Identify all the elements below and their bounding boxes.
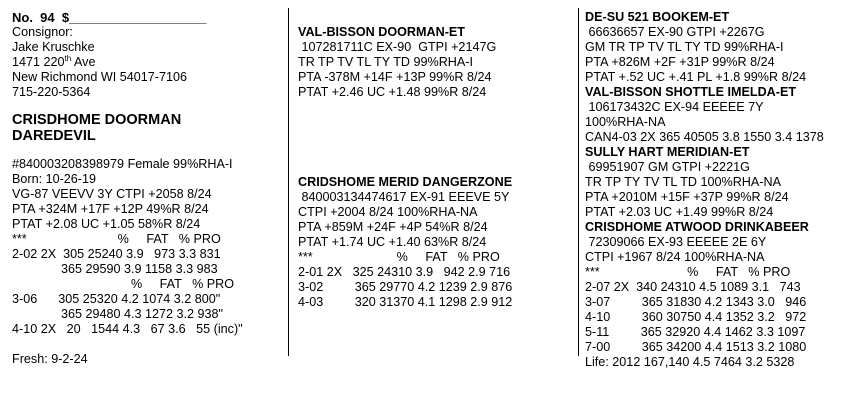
paternal-granddam-name: VAL-BISSON SHOTTLE IMELDA-ET [585, 85, 797, 99]
paternal-granddam-record: CAN4-03 2X 365 40505 3.8 1550 3.4 1378 [585, 130, 824, 144]
consignor-street [12, 55, 282, 70]
grandparents-column [585, 10, 857, 370]
record-row: 365 29480 4.3 1272 3.2 938" [12, 307, 224, 321]
record-row: 7-00 365 34200 4.4 1513 3.2 1080 [585, 340, 807, 354]
paternal-grandsire-pta: PTA +826M +2F +31P 99%R 8/24 [585, 55, 775, 69]
pta-line: PTA +324M +17F +12P 49%R 8/24 [12, 202, 209, 216]
lifetime-record: Life: 2012 167,140 4.5 7464 3.2 5328 [585, 355, 795, 369]
record-row: 4-03 320 31370 4.1 1298 2.9 912 [298, 295, 513, 309]
record-row: 4-10 2X 20 1544 4.3 67 3.6 55 (inc)" [12, 322, 243, 336]
dam-ptat: PTAT +1.74 UC +1.40 63%R 8/24 [298, 235, 487, 249]
fresh-date: Fresh: 9-2-24 [12, 352, 88, 366]
maternal-grandsire-ptat: PTAT +2.03 UC +1.49 99%R 8/24 [585, 205, 774, 219]
record-row: 2-07 2X 340 24310 4.5 1089 3.1 743 [585, 280, 801, 294]
records-header: *** % FAT % PRO [585, 265, 791, 279]
dam-id: 840003134474617 EX-91 EEEVE 5Y [298, 190, 510, 204]
maternal-grandsire-name: SULLY HART MERIDIAN-ET [585, 145, 750, 159]
consignor-label: Consignor: [12, 25, 73, 39]
dam-ctpi: CTPI +2004 8/24 100%RHA-NA [298, 205, 478, 219]
records-header: % FAT % PRO [12, 277, 235, 291]
maternal-grandsire-id: 69951907 GM GTPI +2221G [585, 160, 750, 174]
street-number: 1471 220 [12, 55, 65, 69]
lot-number-line: No. 94 $___________________ [12, 10, 207, 25]
maternal-granddam-id: 72309066 EX-93 EEEEE 2E 6Y [585, 235, 767, 249]
paternal-grandsire-traits: GM TR TP TV TL TY TD 99%RHA-I [585, 40, 784, 54]
street-type: Ave [71, 55, 96, 69]
column-divider [288, 8, 289, 356]
record-row: 3-02 365 29770 4.2 1239 2.9 876 [298, 280, 513, 294]
paternal-grandsire-name: DE-SU 521 BOOKEM-ET [585, 10, 730, 24]
street-suffix: th [64, 53, 72, 63]
animal-name-line2: DAREDEVIL [12, 128, 96, 144]
dam-name: CRIDSHOME MERID DANGERZONE [298, 175, 513, 189]
maternal-grandsire-pta: PTA +2010M +15F +37P 99%R 8/24 [585, 190, 789, 204]
column-divider [578, 8, 579, 356]
animal-id-line: #840003208398979 Female 99%RHA-I [12, 157, 233, 171]
ptat-line: PTAT +2.08 UC +1.05 58%R 8/24 [12, 217, 201, 231]
consignor-city: New Richmond WI 54017-7106 [12, 70, 188, 84]
maternal-granddam-name: CRISDHOME ATWOOD DRINKABEER [585, 220, 809, 234]
animal-name-line1: CRISDHOME DOORMAN [12, 112, 182, 128]
sire-traits: TR TP TV TL TY TD 99%RHA-I [298, 55, 473, 69]
record-row: 2-01 2X 325 24310 3.9 942 2.9 716 [298, 265, 511, 279]
record-row: 4-10 360 30750 4.4 1352 3.2 972 [585, 310, 807, 324]
consignment-column [12, 10, 282, 367]
record-row: 3-06 305 25320 4.2 1074 3.2 800" [12, 292, 221, 306]
birth-date: Born: 10-26-19 [12, 172, 97, 186]
dam-pta: PTA +859M +24F +4P 54%R 8/24 [298, 220, 488, 234]
records-header: *** % FAT % PRO [12, 232, 221, 246]
consignor-name: Jake Kruschke [12, 40, 95, 54]
record-row: 2-02 2X 305 25240 3.9 973 3.3 831 [12, 247, 221, 261]
sire-pta: PTA -378M +14F +13P 99%R 8/24 [298, 70, 492, 84]
maternal-granddam-ctpi: CTPI +1967 8/24 100%RHA-NA [585, 250, 765, 264]
sire-name: VAL-BISSON DOORMAN-ET [298, 25, 465, 39]
record-row: 365 29590 3.9 1158 3.3 983 [12, 262, 218, 276]
paternal-granddam-rha: 100%RHA-NA [585, 115, 666, 129]
sire-dam-column [298, 25, 576, 310]
record-row: 5-11 365 32920 4.4 1462 3.3 1097 [585, 325, 806, 339]
paternal-grandsire-ptat: PTAT +.52 UC +.41 PL +1.8 99%R 8/24 [585, 70, 807, 84]
classification-score: VG-87 VEEVV 3Y CTPI +2058 8/24 [12, 187, 212, 201]
sire-id: 107281711C EX-90 GTPI +2147G [298, 40, 497, 54]
maternal-grandsire-traits: TR TP TY TV TL TD 100%RHA-NA [585, 175, 781, 189]
consignor-phone: 715-220-5364 [12, 85, 91, 99]
paternal-granddam-id: 106173432C EX-94 EEEEE 7Y [585, 100, 764, 114]
records-header: *** % FAT % PRO [298, 250, 500, 264]
paternal-grandsire-id: 66636657 EX-90 GTPI +2267G [585, 25, 765, 39]
record-row: 3-07 365 31830 4.2 1343 3.0 946 [585, 295, 807, 309]
sire-ptat: PTAT +2.46 UC +1.48 99%R 8/24 [298, 85, 487, 99]
